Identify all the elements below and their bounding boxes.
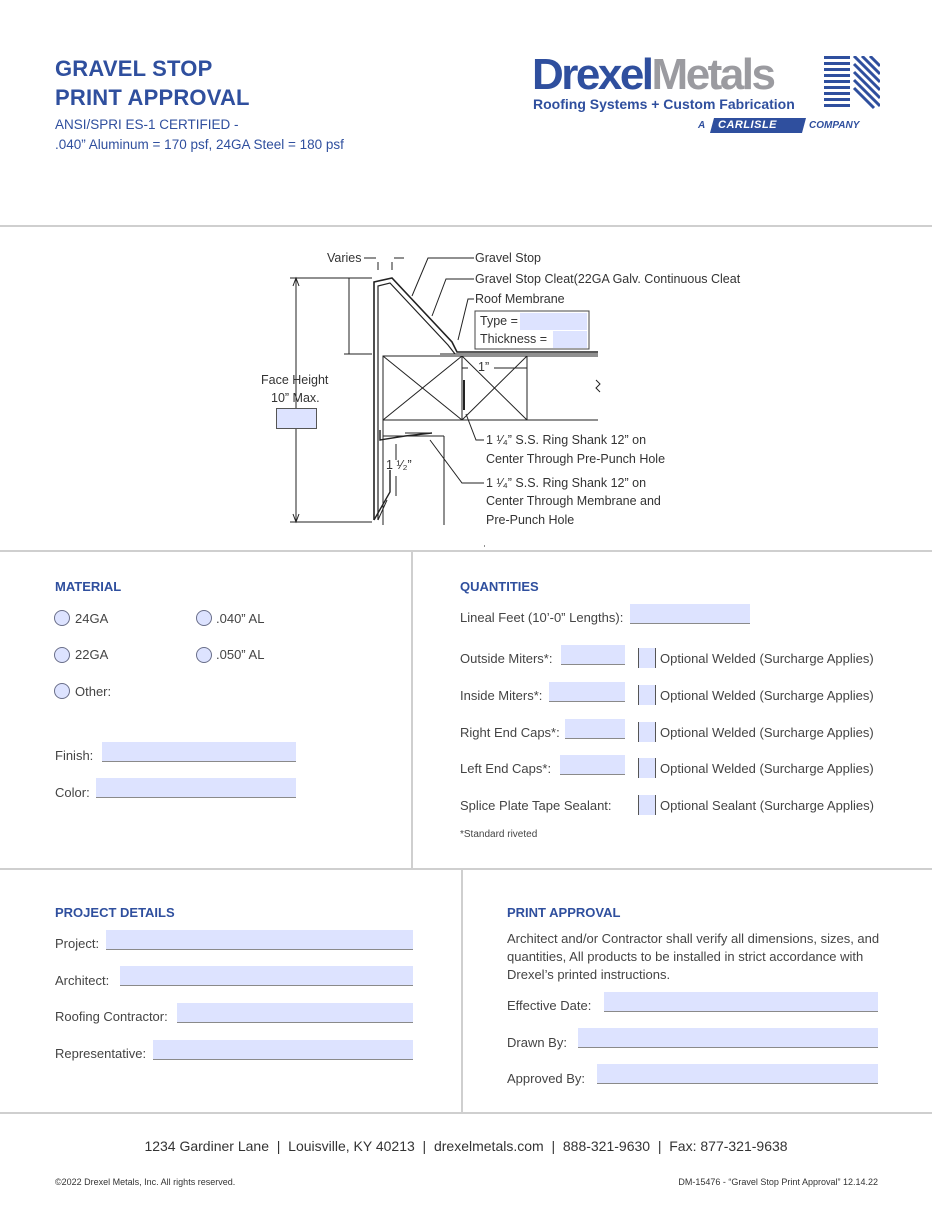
divider-material-quantities bbox=[411, 552, 413, 868]
radio-other[interactable] bbox=[54, 683, 70, 699]
gravel-stop-diagram bbox=[0, 228, 932, 550]
label-varies: Varies bbox=[327, 251, 362, 265]
outside-miters-welded-checkbox[interactable] bbox=[638, 648, 656, 668]
radio-050-al[interactable] bbox=[196, 647, 212, 663]
divider-project-approval bbox=[461, 870, 463, 1112]
wood-blocking bbox=[383, 356, 527, 420]
project-label: Project: bbox=[55, 936, 100, 951]
lineal-feet-label: Lineal Feet (10’-0” Lengths): bbox=[460, 610, 624, 625]
footer-doc-id: DM-15476 - “Gravel Stop Print Approval” 12.14.22 bbox=[678, 1177, 878, 1187]
label-cleat: Gravel Stop Cleat(22GA Galv. Continuous Cleat bbox=[475, 272, 741, 286]
project-input[interactable] bbox=[106, 930, 413, 950]
logo-metals-text: Metals bbox=[651, 50, 774, 99]
left-end-caps-label: Left End Caps*: bbox=[460, 761, 552, 776]
label-one-half-inch: 1 ¹⁄₂” bbox=[386, 458, 412, 472]
radio-24ga[interactable] bbox=[54, 610, 70, 626]
representative-label: Representative: bbox=[55, 1046, 147, 1061]
material-title: MATERIAL bbox=[55, 579, 122, 594]
divider-header bbox=[0, 225, 932, 227]
project-details-title: PROJECT DETAILS bbox=[55, 905, 175, 920]
face-height-input[interactable] bbox=[276, 408, 317, 429]
roofing-contractor-label: Roofing Contractor: bbox=[55, 1009, 168, 1024]
footer-copyright: ©2022 Drexel Metals, Inc. All rights reserved. bbox=[55, 1177, 236, 1187]
left-end-caps-input[interactable] bbox=[560, 755, 625, 775]
radio-22ga[interactable] bbox=[54, 647, 70, 663]
divider-diagram bbox=[0, 550, 932, 552]
label-roof-membrane: Roof Membrane bbox=[475, 292, 565, 306]
architect-input[interactable] bbox=[120, 966, 413, 986]
subtitle-line-2: .040” Aluminum = 170 psf, 24GA Steel = 180 psf bbox=[55, 137, 344, 152]
effective-date-label: Effective Date: bbox=[507, 998, 592, 1013]
splice-plate-label: Splice Plate Tape Sealant: bbox=[460, 798, 612, 813]
radio-other-label: Other: bbox=[75, 684, 112, 699]
color-input[interactable] bbox=[96, 778, 296, 798]
radio-050-al-label: .050” AL bbox=[216, 647, 265, 662]
label-face-height: Face Height bbox=[261, 373, 329, 387]
print-approval-title: PRINT APPROVAL bbox=[507, 905, 621, 920]
footer-address: 1234 Gardiner Lane | Louisville, KY 40213 | drexelmetals.com | 888-321-9630 | Fax: 877-321-9638 bbox=[144, 1138, 788, 1154]
quantities-title: QUANTITIES bbox=[460, 579, 539, 594]
finish-input[interactable] bbox=[102, 742, 296, 762]
finish-label: Finish: bbox=[55, 748, 94, 763]
title-line-2: PRINT APPROVAL bbox=[55, 85, 250, 110]
color-label: Color: bbox=[55, 785, 90, 800]
label-ten-max: 10” Max. bbox=[271, 391, 320, 405]
radio-22ga-label: 22GA bbox=[75, 647, 109, 662]
label-membrane-type: Type = bbox=[480, 314, 518, 328]
approved-by-input[interactable] bbox=[597, 1064, 878, 1084]
outside-miters-option-label: Optional Welded (Surcharge Applies) bbox=[660, 651, 874, 666]
standard-riveted-note: *Standard riveted bbox=[460, 829, 538, 840]
logo-drexel-text: Drexel bbox=[532, 50, 652, 99]
print-approval-text: Architect and/or Contractor shall verify all dimensions, sizes, and quantities, All products to be installed in strict accordance with Drexel’s printed instructions. bbox=[507, 931, 880, 982]
effective-date-input[interactable] bbox=[604, 992, 878, 1012]
architect-label: Architect: bbox=[55, 973, 110, 988]
drexel-metals-logo bbox=[532, 50, 882, 140]
radio-040-al-label: .040” AL bbox=[216, 611, 265, 626]
drawn-by-input[interactable] bbox=[578, 1028, 878, 1048]
splice-plate-option-label: Optional Sealant (Surcharge Applies) bbox=[660, 798, 874, 813]
drawn-by-label: Drawn By: bbox=[507, 1035, 567, 1050]
title-line-1: GRAVEL STOP bbox=[55, 56, 213, 81]
logo-a-text: A bbox=[698, 120, 706, 131]
radio-24ga-label: 24GA bbox=[75, 611, 109, 626]
splice-plate-sealant-checkbox[interactable] bbox=[638, 795, 656, 815]
label-nail-2-line-2: Center Through Membrane and bbox=[486, 494, 661, 508]
inside-miters-label: Inside Miters*: bbox=[460, 688, 543, 703]
label-nail-2-line-1: 1 ¹⁄₄” S.S. Ring Shank 12” on bbox=[486, 476, 647, 490]
right-end-caps-option-label: Optional Welded (Surcharge Applies) bbox=[660, 725, 874, 740]
right-end-caps-input[interactable] bbox=[565, 719, 625, 739]
right-end-caps-welded-checkbox[interactable] bbox=[638, 722, 656, 742]
radio-040-al[interactable] bbox=[196, 610, 212, 626]
inside-miters-welded-checkbox[interactable] bbox=[638, 685, 656, 705]
label-gravel-stop: Gravel Stop bbox=[475, 251, 542, 265]
left-end-caps-option-label: Optional Welded (Surcharge Applies) bbox=[660, 761, 874, 776]
logo-mark-icon bbox=[824, 56, 880, 112]
lineal-feet-input[interactable] bbox=[630, 604, 750, 624]
right-end-caps-label: Right End Caps*: bbox=[460, 725, 560, 740]
inside-miters-option-label: Optional Welded (Surcharge Applies) bbox=[660, 688, 874, 703]
subtitle-line-1: ANSI/SPRI ES-1 CERTIFIED - bbox=[55, 117, 239, 132]
label-nail-1-line-2: Center Through Pre-Punch Hole bbox=[486, 452, 666, 466]
logo-carlisle-text: CARLISLE bbox=[718, 119, 777, 131]
outside-miters-label: Outside Miters*: bbox=[460, 651, 553, 666]
logo-company-text: COMPANY bbox=[809, 120, 860, 131]
inside-miters-input[interactable] bbox=[549, 682, 625, 702]
roofing-contractor-input[interactable] bbox=[177, 1003, 413, 1023]
representative-input[interactable] bbox=[153, 1040, 413, 1060]
outside-miters-input[interactable] bbox=[561, 645, 625, 665]
divider-quantities bbox=[0, 868, 932, 870]
approved-by-label: Approved By: bbox=[507, 1071, 586, 1086]
logo-tagline: Roofing Systems + Custom Fabrication bbox=[533, 96, 795, 112]
label-one-inch: 1” bbox=[478, 360, 490, 374]
label-nail-1-line-1: 1 ¹⁄₄” S.S. Ring Shank 12” on bbox=[486, 433, 647, 447]
label-nail-2-line-3: Pre-Punch Hole bbox=[486, 513, 575, 527]
divider-footer bbox=[0, 1112, 932, 1114]
left-end-caps-welded-checkbox[interactable] bbox=[638, 758, 656, 778]
label-membrane-thickness: Thickness = bbox=[480, 332, 548, 346]
